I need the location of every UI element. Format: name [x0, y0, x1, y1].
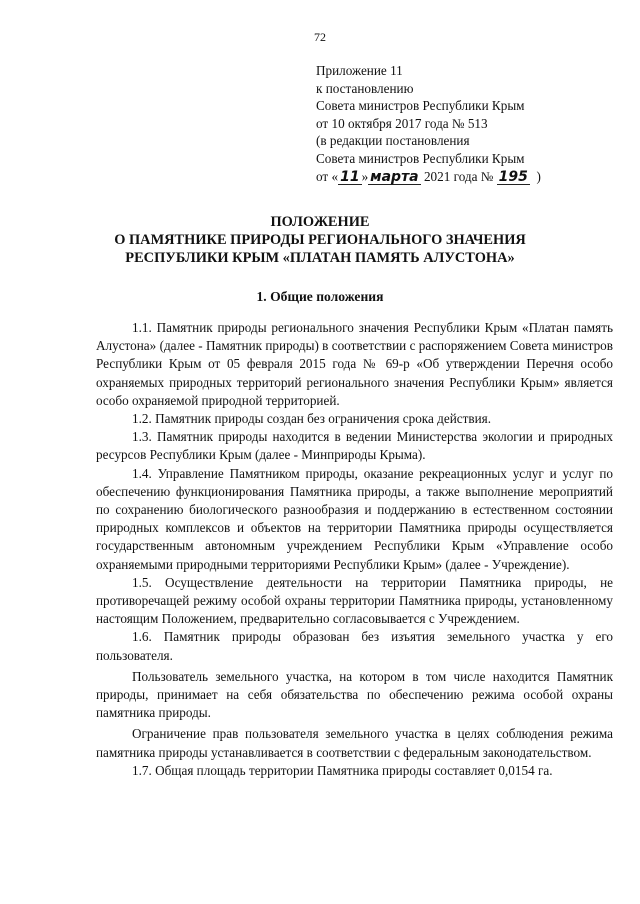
- appendix-line: от 10 октября 2017 года № 513: [316, 115, 488, 131]
- handwritten-month: марта: [370, 168, 419, 185]
- appendix-line: (в редакции постановления: [316, 133, 470, 149]
- handwritten-day: 11: [340, 168, 360, 185]
- paragraph: 1.5. Осуществление деятельности на территории Памятника природы, не противоречащей режиму особой охраны территории Памятника природы, установленному настоящим Положением, предварительно согласовывается с Учреждением.: [96, 574, 613, 627]
- document-body: [96, 319, 613, 780]
- appendix-line: к постановлению: [316, 80, 414, 96]
- paragraph: 1.4. Управление Памятником природы, оказание рекреационных услуг и услуг по обеспечению функционирования Памятника природы, а также выполнение мероприятий по сохранению биологического разнообразия и поддержанию в естественном состоянии природных комплексов и объектов на территории Памятника природы осуществляется государственным автономным учреждением Республики Крым «Управление особо охраняемыми природными территориями Республики Крым» (далее - Учреждение).: [96, 465, 613, 572]
- appendix-line: Совета министров Республики Крым: [316, 98, 525, 114]
- date-year: 2021 года №: [423, 168, 494, 184]
- paragraph: Пользователь земельного участка, на котором в том числе находится Памятник природы, принимает на себя обязательства по обеспечению режима особой охраны памятника природы.: [96, 668, 613, 721]
- section-heading: 1. Общие положения: [256, 289, 384, 304]
- appendix-block: [316, 62, 616, 185]
- paragraph: 1.7. Общая площадь территории Памятника природы составляет 0,0154 га.: [132, 762, 553, 778]
- paragraph: 1.6. Памятник природы образован без изъятия земельного участка у его пользователя.: [96, 629, 613, 663]
- page-number: 72: [314, 30, 326, 44]
- title-line: О ПАМЯТНИКЕ ПРИРОДЫ РЕГИОНАЛЬНОГО ЗНАЧЕНИЯ: [114, 232, 526, 248]
- date-close: ): [536, 168, 541, 184]
- handwritten-number: 195: [498, 168, 528, 185]
- paragraph: 1.2. Памятник природы создан без ограничения срока действия.: [132, 411, 492, 427]
- appendix-line: Приложение 11: [316, 63, 403, 78]
- paragraph: 1.3. Памятник природы находится в ведении Министерства экологии и природных ресурсов Республики Крым (далее - Минприроды Крыма).: [96, 429, 613, 463]
- appendix-date-line: от « 11 » марта 2021 года № 195 ): [316, 168, 541, 185]
- title-line: РЕСПУБЛИКИ КРЫМ «ПЛАТАН ПАМЯТЬ АЛУСТОНА»: [125, 250, 515, 266]
- paragraph: Ограничение прав пользователя земельного участка в целях соблюдения режима памятника природы устанавливается в соответствии с федеральным законодательством.: [96, 726, 613, 760]
- appendix-line: Совета министров Республики Крым: [316, 150, 525, 166]
- date-prefix: от «: [316, 168, 339, 184]
- document-title: [90, 213, 550, 267]
- title-line: ПОЛОЖЕНИЕ: [270, 214, 370, 230]
- paragraph: 1.1. Памятник природы регионального значения Республики Крым «Платан память Алустона» (далее - Памятник природы) в соответствии с распоряжением Совета министров Республики Крым от 05 февраля 2015 года № 69-р «Об утверждении Перечня особо охраняемых природных территорий регионального значения Республики Крым» является особо охраняемой природной территорией.: [96, 320, 613, 408]
